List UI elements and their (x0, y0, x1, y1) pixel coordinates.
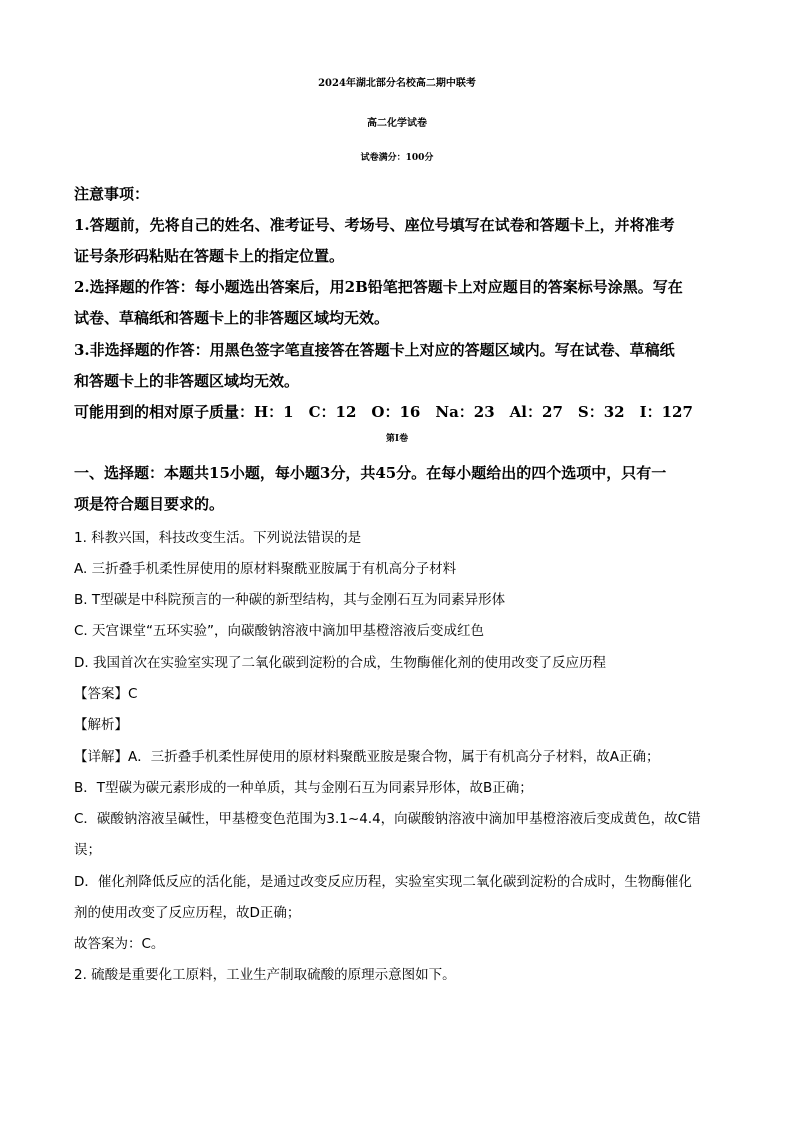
note-1-line-2: 证号条形码粘贴在答题卡上的指定位置。 (74, 247, 345, 265)
question-1-detail-c-line-2: 误； (74, 842, 101, 858)
question-1-detail-b: B．T型碳为碳元素形成的一种单质，其与金刚石互为同素异形体，故B正确； (74, 780, 533, 796)
note-2-line-1: 2.选择题的作答：每小题选出答案后，用2B铅笔把答题卡上对应题目的答案标号涂黑。写在 (74, 278, 683, 296)
note-3-line-1: 3.非选择题的作答：用黑色签字笔直接答在答题卡上对应的答题区域内。写在试卷、草稿纸 (74, 341, 675, 359)
note-2-line-2: 试卷、草稿纸和答题卡上的非答题区域均无效。 (74, 309, 390, 327)
question-1-option-c: C. 天宫课堂“五环实验”，向碳酸钠溶液中滴加甲基橙溶液后变成红色 (74, 623, 484, 639)
question-1-option-a: A. 三折叠手机柔性屏使用的原材料聚酰亚胺属于有机高分子材料 (74, 561, 457, 577)
full-score: 试卷满分：100分 (360, 153, 434, 163)
question-1-detail-c-line-1: C．碳酸钠溶液呈碱性，甲基橙变色范围为3.1~4.4，向碳酸钠溶液中滴加甲基橙溶液后变成黄色，故C错 (74, 811, 701, 827)
exam-subtitle: 高二化学试卷 (367, 118, 427, 129)
question-1-detail-a: 【详解】A．三折叠手机柔性屏使用的原材料聚酰亚胺是聚合物，属于有机高分子材料，故A正确； (74, 749, 660, 765)
question-2-stem: 2. 硫酸是重要化工原料，工业生产制取硫酸的原理示意图如下。 (74, 967, 456, 983)
question-1-answer: 【答案】C (74, 686, 138, 702)
question-1-stem: 1. 科教兴国，科技改变生活。下列说法错误的是 (74, 530, 362, 546)
note-3-line-2: 和答题卡上的非答题区域均无效。 (74, 372, 300, 390)
atomic-mass-line: 可能用到的相对原子质量：H：1 C：12 O：16 Na：23 Al：27 S：32 I：127 (74, 403, 693, 421)
section-instruction-line-1: 一、选择题：本题共15小题，每小题3分，共45分。在每小题给出的四个选项中，只有一 (74, 464, 667, 482)
question-1-conclusion: 故答案为：C。 (74, 936, 165, 952)
note-1-line-1: 1.答题前，先将自己的姓名、准考证号、考场号、座位号填写在试卷和答题卡上，并将准考 (74, 216, 675, 234)
exam-title: 2024年湖北部分名校高二期中联考 (318, 78, 476, 89)
section-instruction-line-2: 项是符合题目要求的。 (74, 495, 225, 513)
question-1-detail-d-line-2: 剂的使用改变了反应历程，故D正确； (74, 905, 301, 921)
notes-heading: 注意事项： (74, 185, 150, 203)
question-1-option-d: D. 我国首次在实验室实现了二氧化碳到淀粉的合成，生物酶催化剂的使用改变了反应历程 (74, 655, 606, 671)
question-1-detail-d-line-1: D．催化剂降低反应的活化能，是通过改变反应历程，实验室实现二氧化碳到淀粉的合成时，生物酶催化 (74, 874, 692, 890)
volume-heading: 第Ⅰ卷 (385, 434, 409, 444)
question-1-option-b: B. T型碳是中科院预言的一种碳的新型结构，其与金刚石互为同素异形体 (74, 592, 506, 608)
question-1-analysis-label: 【解析】 (74, 717, 128, 733)
